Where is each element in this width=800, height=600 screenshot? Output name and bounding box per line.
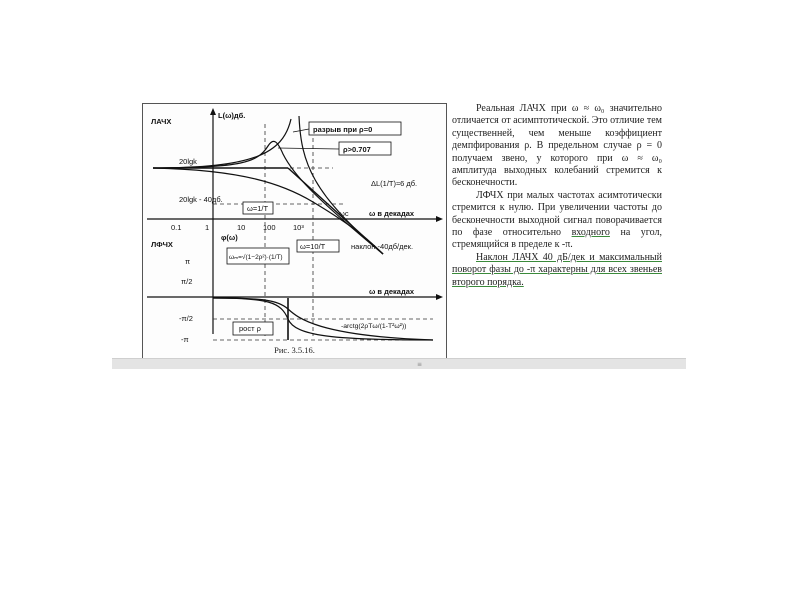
scroll-handle-icon[interactable]: ≡: [417, 361, 423, 368]
lachx-label: ЛАЧХ: [151, 117, 172, 126]
paragraph-2-part-a: ЛФЧХ при малых частотах асимтотически стремится к нулю. При увеличении частоты до бесконечности выходной сигнал поворачивается по фазе относительно: [452, 189, 662, 239]
delta-l-label: ΔL(1/T)≈6 дб.: [371, 179, 418, 188]
figure: [142, 103, 447, 360]
lfchx-label: ЛФЧХ: [151, 240, 173, 249]
l-axis-label: L(ω)дб.: [218, 111, 246, 120]
omega-10t-label: ω=10/T: [300, 242, 326, 251]
l-axis-arrow: [210, 108, 216, 115]
tick-10: 10: [237, 223, 246, 232]
rho-pointer: [278, 148, 339, 149]
paragraph-2-part-b: на угол, стремящийся в пределе к -π.: [452, 227, 662, 251]
omega-m-label: ωₘ=√(1−2ρ²)·(1/T): [229, 254, 283, 261]
paragraph-2: [452, 190, 662, 252]
paragraph-1: Реальная ЛАЧХ при ω ≈ ω₀ значительно отличается от асимптотической. Это отличие тем существенней, чем меньше коэффициент демпфирования ρ. В предельном случае ρ = 0 получаем звено, у которого при ω ≈ ω₀ амплитуда выходных колебаний стремится к бесконечности.: [452, 103, 662, 189]
body-text: [452, 103, 662, 289]
rho-label: ρ>0.707: [343, 145, 371, 154]
omega-axis-top-arrow: [436, 216, 443, 222]
omega-c-label: ωс: [339, 209, 349, 218]
pi2-label: π/2: [181, 277, 193, 286]
razryv-label: разрыв при ρ=0: [313, 125, 373, 134]
figure-caption: Рис. 3.5.16.: [274, 345, 315, 355]
twentylgk-label: 20lgk: [179, 157, 197, 166]
omega-decades-bottom-label: ω в декадах: [369, 287, 415, 296]
omega-axis-bottom-arrow: [436, 294, 443, 300]
tick-0-1: 0.1: [171, 223, 182, 232]
pi-label: π: [185, 257, 191, 266]
rost-label: рост ρ: [239, 324, 261, 333]
phi-axis-label: φ(ω): [221, 233, 238, 242]
omega-decades-top-label: ω в декадах: [369, 209, 415, 218]
minus-pi-label: -π: [181, 335, 189, 344]
bode-diagram: [143, 104, 446, 359]
twentylgk40-label: 20lgk - 40дб.: [179, 195, 223, 204]
arctg-label: -arctg(2ρTω/(1-T²ω²)): [341, 323, 407, 330]
minus-pi2-label: -π/2: [179, 314, 193, 323]
razryv-pointer: [293, 129, 309, 132]
tick-10e3: 10³: [293, 223, 304, 232]
tick-100: 100: [263, 223, 276, 232]
paragraph-2-underlined: входного: [571, 227, 610, 239]
horizontal-scrollbar[interactable]: [112, 358, 686, 369]
paragraph-3: Наклон ЛАЧХ 40 дБ/дек и максимальный поворот фазы до -π характерны для всех звеньев второго порядка.: [452, 251, 662, 288]
naklon-label: наклон -40дб/дек.: [351, 242, 414, 251]
tick-1: 1: [205, 223, 210, 232]
omega-1t-label: ω=1/T: [247, 204, 269, 213]
